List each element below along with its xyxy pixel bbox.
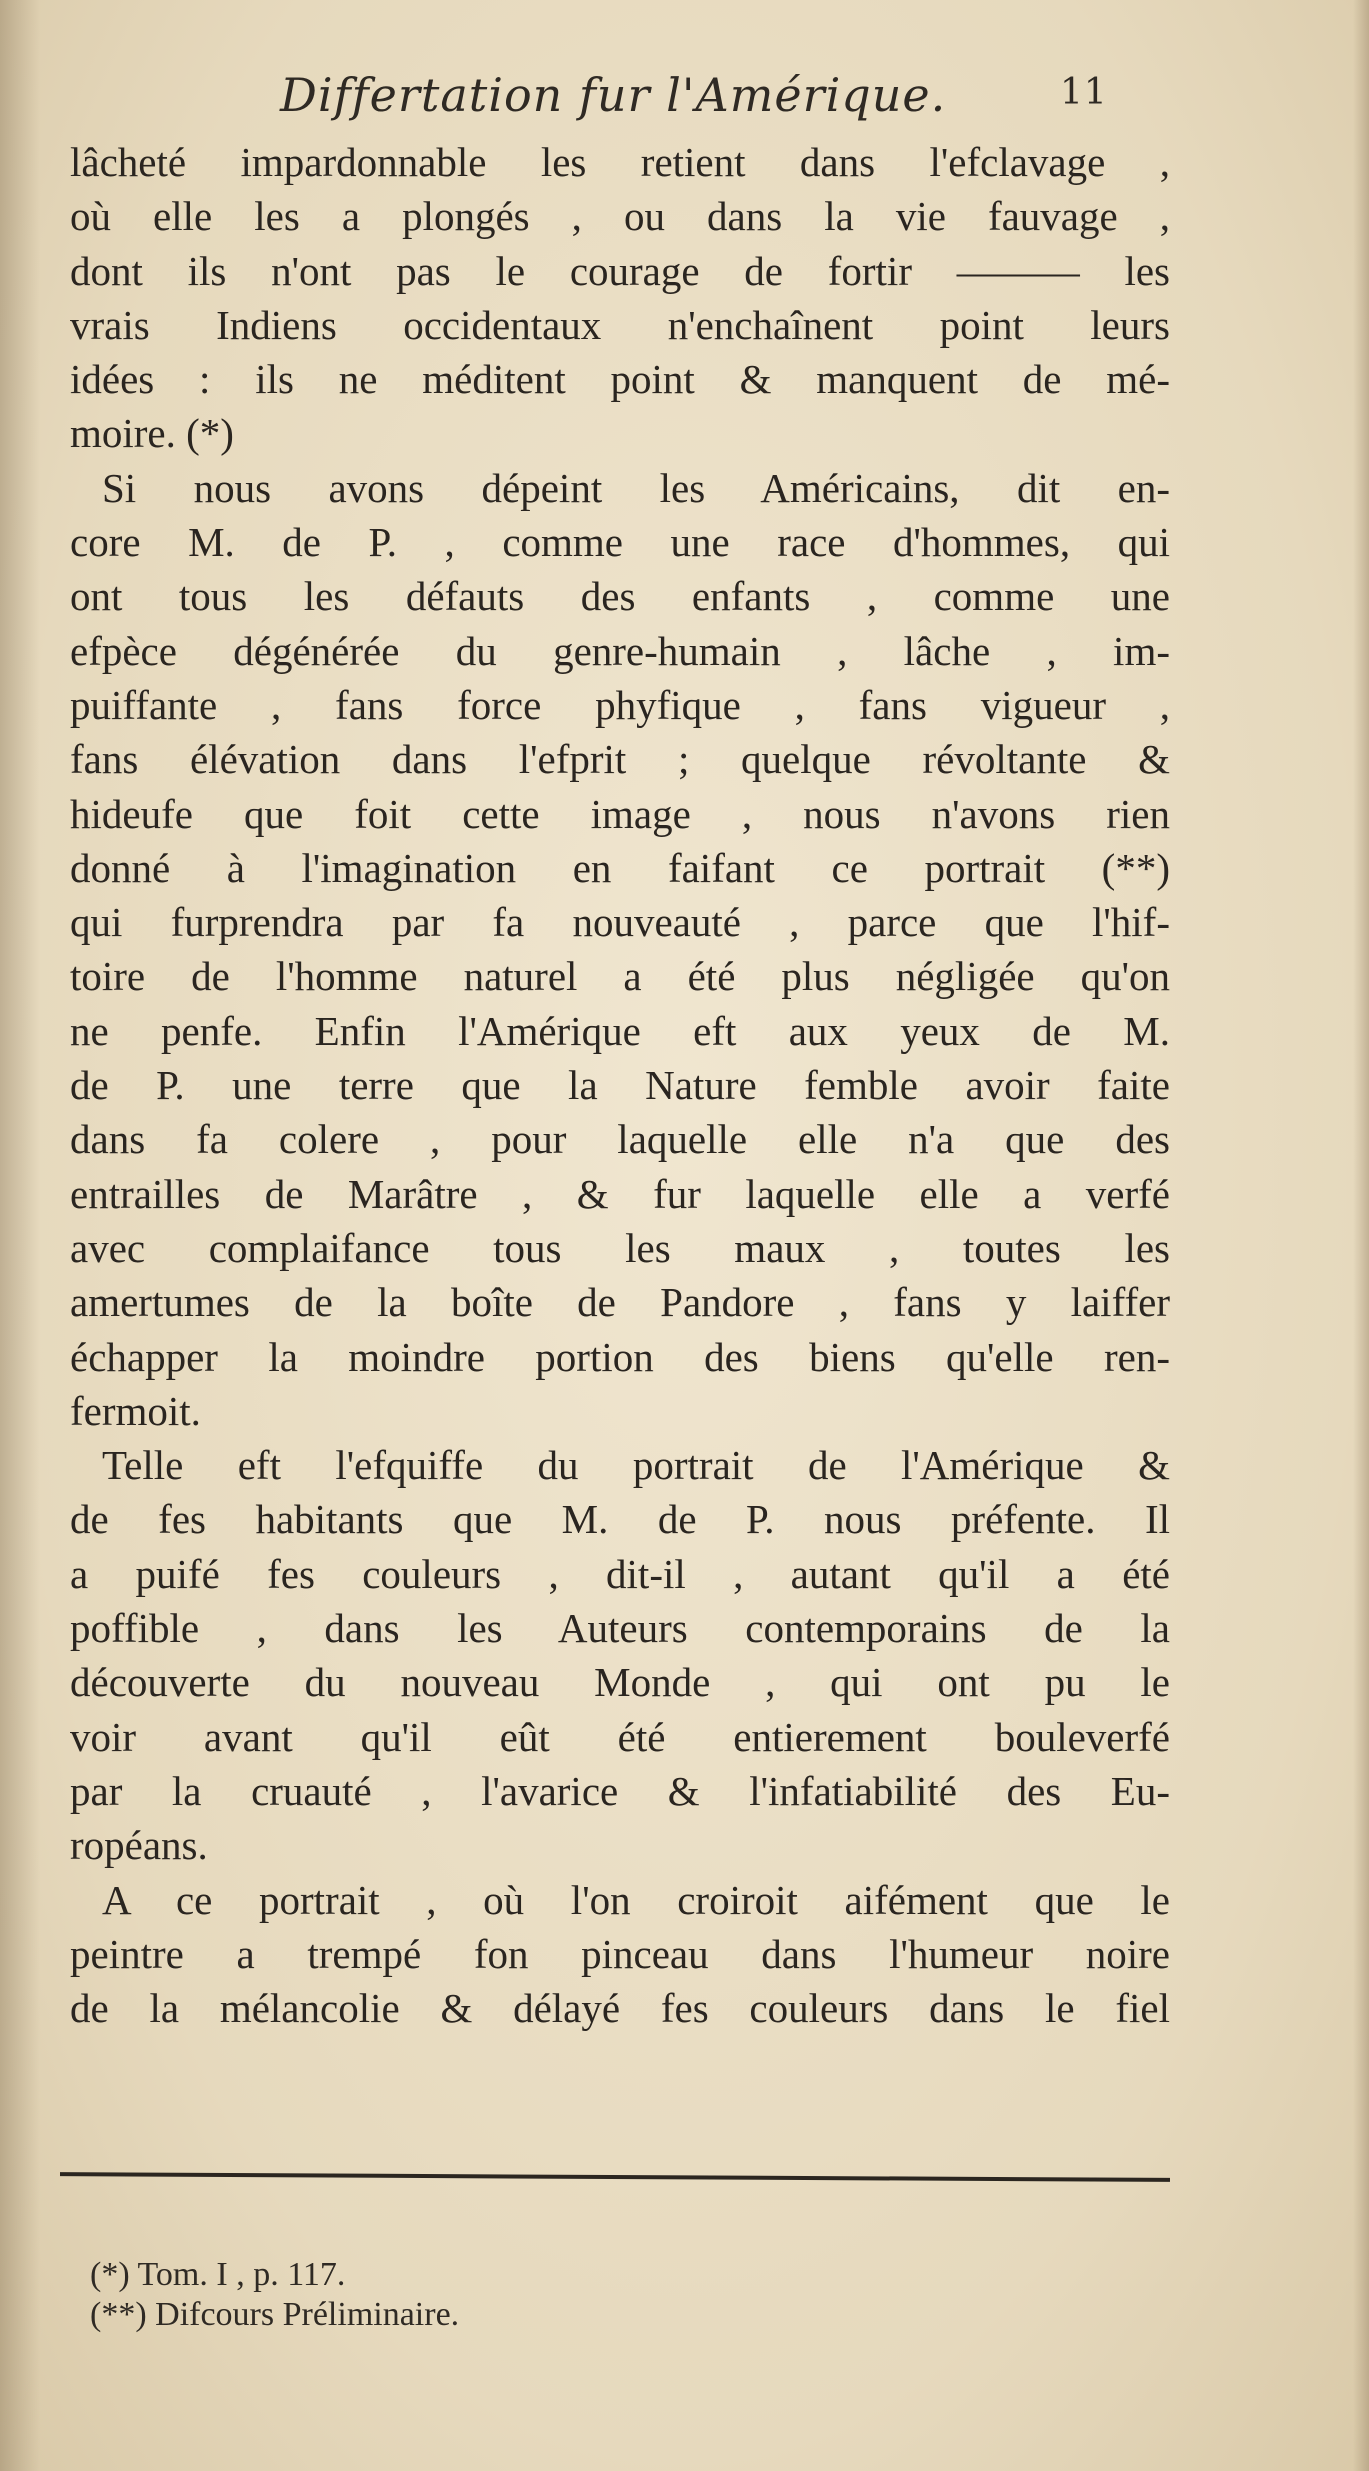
text-line: entrailles de Marâtre , & fur laquelle elle a verfé: [70, 1170, 1170, 1217]
text-line: toire de l'homme naturel a été plus négligée qu'on: [70, 953, 1170, 1000]
text-line: voir avant qu'il eût été entierement bouleverfé: [70, 1713, 1170, 1760]
text-line: échapper la moindre portion des biens qu'elle ren-: [70, 1333, 1170, 1380]
text-line: de P. une terre que la Nature femble avoir faite: [70, 1062, 1170, 1109]
text-line: dans fa colere , pour laquelle elle n'a que des: [70, 1116, 1170, 1163]
text-line: fermoit.: [70, 1387, 201, 1434]
body-text: [70, 135, 1170, 2035]
text-line: donné à l'imagination en faifant ce portrait (**): [70, 844, 1170, 891]
text-line: core M. de P. , comme une race d'hommes, qui: [70, 519, 1170, 566]
text-line: de fes habitants que M. de P. nous préfente. Il: [70, 1496, 1170, 1543]
text-line: ropéans.: [70, 1822, 208, 1869]
text-line: a puifé fes couleurs , dit-il , autant qu'il a été: [70, 1550, 1170, 1597]
footnote-rule: [60, 2172, 1170, 2182]
text-line: A ce portrait , où l'on croiroit aifément que le: [102, 1876, 1170, 1923]
text-line: vrais Indiens occidentaux n'enchaînent point leurs: [70, 301, 1170, 348]
text-line: dont ils n'ont pas le courage de fortir ——— les: [70, 247, 1170, 294]
text-line: lâcheté impardonnable les retient dans l'efclavage ,: [70, 139, 1170, 185]
text-line: poffible , dans les Auteurs contemporains de la: [70, 1605, 1170, 1652]
text-line: peintre a trempé fon pinceau dans l'humeur noire: [70, 1930, 1170, 1977]
running-head: Differtation fur l'Amérique.: [280, 68, 947, 122]
text-line: avec complaifance tous les maux , toutes les: [70, 1224, 1170, 1271]
page-number: 11: [1060, 72, 1108, 113]
text-line: où elle les a plongés , ou dans la vie fauvage ,: [70, 193, 1170, 240]
text-line: Telle eft l'efquiffe du portrait de l'Amérique &: [102, 1442, 1170, 1489]
text-line: fans élévation dans l'efprit ; quelque révoltante &: [70, 736, 1170, 783]
text-line: hideufe que foit cette image , nous n'avons rien: [70, 790, 1170, 837]
page-edge: [1353, 0, 1369, 2471]
footnote: (**) Difcours Préliminaire.: [90, 2296, 460, 2333]
text-line: qui furprendra par fa nouveauté , parce que l'hif-: [70, 899, 1170, 946]
text-line: ne penfe. Enfin l'Amérique eft aux yeux de M.: [70, 1007, 1170, 1054]
text-line: moire. (*): [70, 410, 234, 457]
text-line: découverte du nouveau Monde , qui ont pu le: [70, 1659, 1170, 1706]
footnotes: [90, 2255, 990, 2335]
text-line: de la mélancolie & délayé fes couleurs dans le fiel: [70, 1985, 1170, 2032]
text-line: amertumes de la boîte de Pandore , fans y laiffer: [70, 1279, 1170, 1326]
footnote: (*) Tom. I , p. 117.: [90, 2256, 346, 2293]
binding-shadow: [0, 0, 40, 2471]
text-line: par la cruauté , l'avarice & l'infatiabilité des Eu-: [70, 1767, 1170, 1814]
text-line: ont tous les défauts des enfants , comme une: [70, 573, 1170, 620]
text-line: puiffante , fans force phyfique , fans vigueur ,: [70, 681, 1170, 728]
text-line: efpèce dégénérée du genre-humain , lâche , im-: [70, 627, 1170, 674]
text-line: Si nous avons dépeint les Américains, dit en-: [102, 464, 1170, 511]
page-header: [70, 68, 1170, 138]
text-line: idées : ils ne méditent point & manquent de mé-: [70, 356, 1170, 403]
